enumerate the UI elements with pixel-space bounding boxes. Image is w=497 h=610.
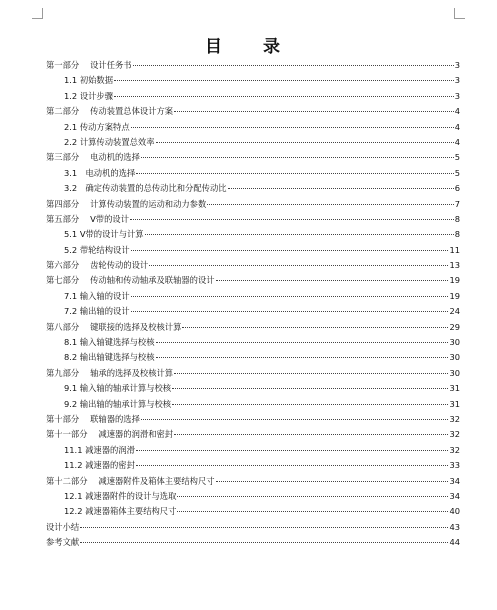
toc-page-number: 32 — [449, 413, 460, 424]
toc-page-number: 19 — [449, 290, 460, 301]
toc-entry[interactable] — [46, 366, 460, 381]
toc-entry[interactable] — [46, 212, 460, 227]
toc-page-number: 3 — [454, 60, 460, 70]
toc-entry-label: 1.2 设计步骤 — [64, 90, 114, 101]
toc-entry[interactable] — [46, 535, 460, 550]
toc-subentry[interactable] — [46, 504, 460, 519]
toc-page-number: 4 — [454, 106, 460, 117]
toc-page-number: 43 — [449, 521, 460, 532]
toc-page-number: 34 — [449, 490, 460, 501]
toc-entry-label: 第三部分 电动机的选择 — [46, 152, 140, 163]
toc-entry-label: 2.2 计算传动装置总效率 — [64, 136, 155, 147]
dot-leader — [149, 264, 448, 266]
toc-entry-label: 9.2 输出轴的轴承计算与校核 — [64, 398, 172, 409]
toc-entry-label: 3.2 确定传动装置的总传动比和分配传动比 — [64, 183, 227, 194]
dot-leader — [80, 526, 448, 528]
toc-subentry[interactable] — [46, 166, 460, 181]
toc-entry-label: 8.2 输出轴键选择与校核 — [64, 352, 155, 363]
toc-entry-label: 5.2 带轮结构设计 — [64, 244, 130, 255]
toc-page-number: 34 — [449, 475, 460, 486]
toc-subentry[interactable] — [46, 181, 460, 196]
toc-entry[interactable] — [46, 320, 460, 335]
dot-leader — [131, 126, 454, 128]
toc-entry-label: 12.2 减速器箱体主要结构尺寸 — [64, 506, 177, 517]
dot-leader — [141, 156, 454, 158]
toc-page-number: 33 — [449, 460, 460, 471]
toc-page-number: 44 — [449, 537, 460, 548]
toc-page-number: 32 — [449, 444, 460, 455]
dot-leader — [131, 295, 449, 297]
dot-leader — [80, 541, 448, 543]
dot-leader — [131, 310, 449, 312]
toc-page-number: 32 — [449, 429, 460, 440]
dot-leader — [130, 218, 454, 220]
toc-entry-label: 第一部分 设计任务书 — [46, 60, 132, 70]
toc-entry[interactable] — [46, 58, 460, 73]
toc-page-number: 3 — [454, 90, 460, 101]
toc-entry[interactable] — [46, 520, 460, 535]
toc-entry-label: 第八部分 键联接的选择及校核计算 — [46, 321, 182, 332]
toc-subentry[interactable] — [46, 243, 460, 258]
toc-entry-label: 1.1 初始数据 — [64, 75, 114, 86]
toc-entry-label: 第十部分 联轴器的选择 — [46, 413, 140, 424]
toc-entry-label: 设计小结 — [46, 521, 80, 532]
toc-page-number: 11 — [449, 244, 460, 255]
toc-page-number: 8 — [454, 229, 460, 240]
toc-entry[interactable] — [46, 427, 460, 442]
toc-entry-label: 第十一部分 减速器的润滑和密封 — [46, 429, 174, 440]
toc-subentry[interactable] — [46, 73, 460, 88]
dot-leader — [114, 95, 454, 97]
dot-leader — [174, 372, 448, 374]
toc-list — [46, 58, 460, 551]
toc-page-number: 29 — [449, 321, 460, 332]
toc-page-number: 30 — [449, 367, 460, 378]
toc-subentry[interactable] — [46, 489, 460, 504]
toc-subentry[interactable] — [46, 135, 460, 150]
toc-page-number: 5 — [454, 152, 460, 163]
dot-leader — [136, 464, 449, 466]
dot-leader — [136, 449, 449, 451]
toc-subentry[interactable] — [46, 350, 460, 365]
toc-page-number: 4 — [454, 121, 460, 132]
toc-page-number: 7 — [454, 198, 460, 209]
toc-page-number: 13 — [449, 260, 460, 271]
dot-leader — [114, 79, 454, 81]
toc-entry-label: 8.1 输入轴键选择与校核 — [64, 337, 155, 348]
dot-leader — [228, 187, 454, 189]
dot-leader — [141, 418, 449, 420]
dot-leader — [177, 495, 448, 497]
toc-page-number: 19 — [449, 275, 460, 286]
toc-entry-label: 第四部分 计算传动装置的运动和动力参数 — [46, 198, 207, 209]
toc-page-number: 5 — [454, 167, 460, 178]
toc-entry-label: 2.1 传动方案特点 — [64, 121, 130, 132]
dot-leader — [156, 141, 454, 143]
dot-leader — [207, 203, 453, 205]
toc-entry[interactable] — [46, 474, 460, 489]
toc-entry-label: 参考文献 — [46, 537, 80, 548]
toc-subentry[interactable] — [46, 443, 460, 458]
toc-entry-label: 7.1 输入轴的设计 — [64, 290, 130, 301]
toc-page-number: 31 — [449, 398, 460, 409]
toc-subentry[interactable] — [46, 289, 460, 304]
toc-entry[interactable] — [46, 273, 460, 288]
toc-subentry[interactable] — [46, 304, 460, 319]
toc-entry-label: 5.1 V带的设计与计算 — [64, 229, 144, 240]
toc-page-number: 40 — [449, 506, 460, 517]
toc-entry-label: 9.1 输入轴的轴承计算与校核 — [64, 383, 172, 394]
toc-subentry[interactable] — [46, 397, 460, 412]
toc-entry-label: 12.1 减速器附件的设计与选取 — [64, 490, 177, 501]
toc-entry-label: 第二部分 传动装置总体设计方案 — [46, 106, 174, 117]
toc-page-number: 4 — [454, 136, 460, 147]
toc-entry-label: 第六部分 齿轮传动的设计 — [46, 260, 149, 271]
crop-mark-top-left — [32, 8, 43, 19]
dot-leader — [156, 356, 449, 358]
dot-leader — [172, 403, 448, 405]
toc-entry-label: 第九部分 轴承的选择及校核计算 — [46, 367, 174, 378]
crop-mark-top-right — [454, 8, 465, 19]
dot-leader — [177, 510, 448, 512]
toc-entry-label: 11.1 减速器的润滑 — [64, 444, 135, 455]
toc-entry-label: 第七部分 传动轴和传动轴承及联轴器的设计 — [46, 275, 215, 286]
toc-entry[interactable] — [46, 258, 460, 273]
toc-page-number: 31 — [449, 383, 460, 394]
toc-entry[interactable] — [46, 197, 460, 212]
toc-entry[interactable] — [46, 412, 460, 427]
toc-subentry[interactable] — [46, 227, 460, 242]
toc-entry-label: 7.2 输出轴的设计 — [64, 306, 130, 317]
toc-page-number: 6 — [454, 183, 460, 194]
toc-page-number: 24 — [449, 306, 460, 317]
toc-page-number: 30 — [449, 352, 460, 363]
toc-subentry[interactable] — [46, 89, 460, 104]
dot-leader — [145, 233, 454, 235]
toc-entry[interactable] — [46, 150, 460, 165]
toc-subentry[interactable] — [46, 335, 460, 350]
dot-leader — [174, 110, 454, 112]
dot-leader — [136, 172, 453, 174]
dot-leader — [174, 433, 448, 435]
toc-entry-label: 第十二部分 减速器附件及箱体主要结构尺寸 — [46, 475, 215, 486]
dot-leader — [156, 341, 449, 343]
dot-leader — [172, 387, 448, 389]
toc-entry-label: 11.2 减速器的密封 — [64, 460, 135, 471]
toc-entry[interactable] — [46, 104, 460, 119]
toc-entry-label: 第五部分 V带的设计 — [46, 213, 129, 224]
toc-subentry[interactable] — [46, 381, 460, 396]
dot-leader — [216, 279, 449, 281]
dot-leader — [182, 326, 448, 328]
toc-page-number: 8 — [454, 213, 460, 224]
toc-entry-label: 3.1 电动机的选择 — [64, 167, 136, 178]
toc-page-number: 3 — [454, 75, 460, 86]
dot-leader — [131, 249, 449, 251]
dot-leader — [216, 480, 449, 482]
toc-title: 目 录 — [205, 37, 292, 57]
toc-subentry[interactable] — [46, 458, 460, 473]
toc-page-number: 30 — [449, 337, 460, 348]
toc-subentry[interactable] — [46, 120, 460, 135]
dot-leader — [133, 64, 454, 66]
